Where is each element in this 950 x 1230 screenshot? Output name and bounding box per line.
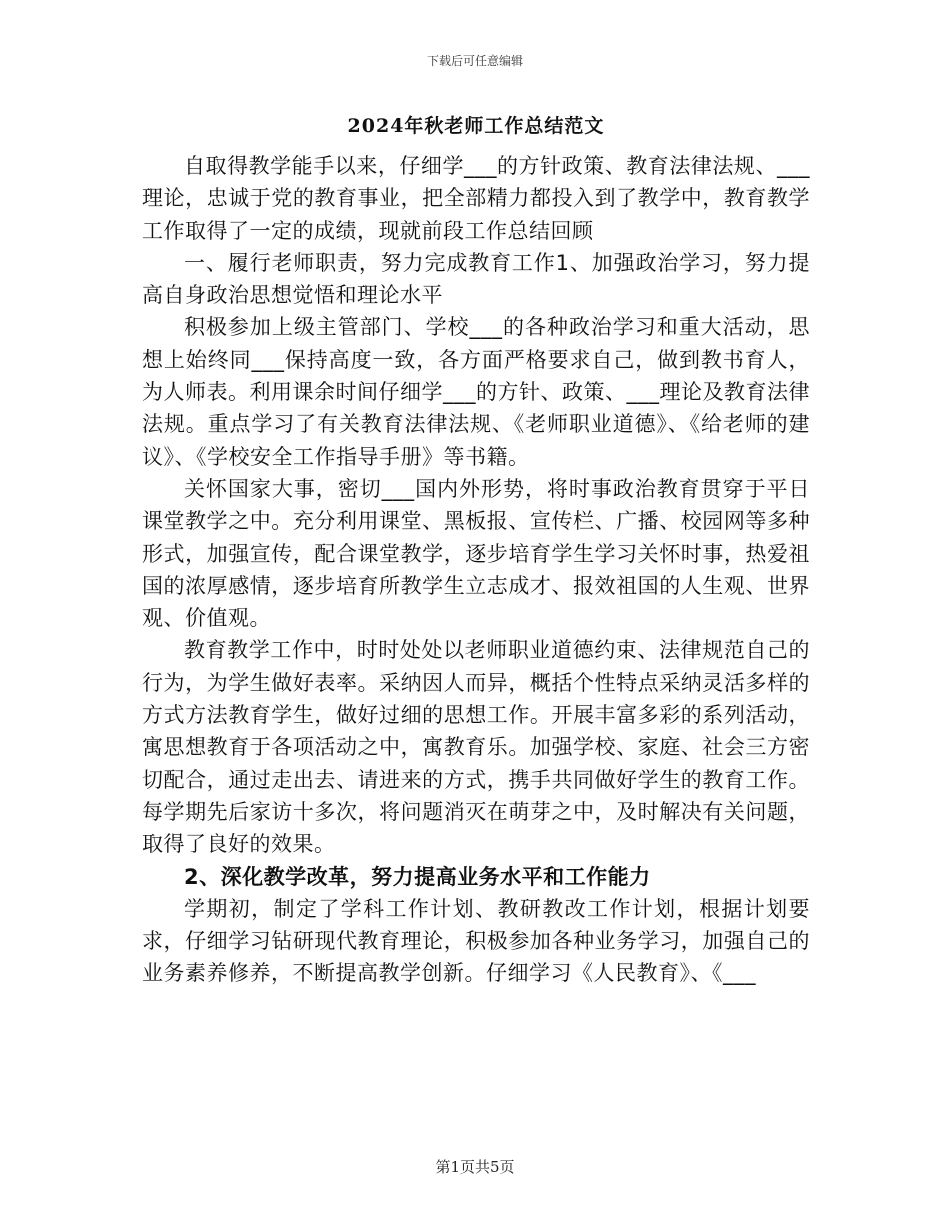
paragraph-teaching-work: 教育教学工作中，时时处处以老师职业道德约束、法律规范自己的行为，为学生做好表率。采纳因人而异，概括个性特点采纳灵活多样的方式方法教育学生，做好过细的思想工作。开展丰富多彩的系列活动，寓思想教育于各项活动之中，寓教育乐。加强学校、家庭、社会三方密切配合，通过走出去、请进来的方式，携手共同做好学生的教育工作。每学期先后家访十多次，将问题消灭在萌芽之中，及时解决有关问题，取得了良好的效果。 bbox=[142, 638, 810, 857]
page-indicator: 第1页共5页 bbox=[435, 1158, 515, 1176]
document-body bbox=[142, 108, 810, 990]
paragraph-intro: 自取得教学能手以来，仔细学___的方针政策、教育法律法规、___理论，忠诚于党的教育事业，把全部精力都投入到了教学中，教育教学工作取得了一定的成绩，现就前段工作总结回顾 bbox=[142, 154, 810, 243]
header-note: 下载后可任意编辑 bbox=[426, 54, 523, 68]
paragraph-section-one: 一、履行老师职责，努力完成教育工作1、加强政治学习，努力提高自身政治思想觉悟和理论水平 bbox=[142, 250, 810, 308]
paragraph-political-study: 积极参加上级主管部门、学校___的各种政治学习和重大活动，思想上始终同___保持高度一致，各方面严格要求自己，做到教书育人，为人师表。利用课余时间仔细学___的方针、政策、___理论及教育法律法规。重点学习了有关教育法律法规、《老师职业道德》、《给老师的建议》、《学校安全工作指导手册》等书籍。 bbox=[142, 315, 810, 469]
paragraph-semester-plan: 学期初，制定了学科工作计划、教研教改工作计划，根据计划要求，仔细学习钻研现代教育理论，积极参加各种业务学习，加强自己的业务素养修养，不断提高教学创新。仔细学习《人民教育》、《___ bbox=[142, 896, 810, 986]
document-title: 2024年秋老师工作总结范文 bbox=[347, 115, 605, 137]
section-subheading: 2、深化教学改革，努力提高业务水平和工作能力 bbox=[184, 864, 651, 889]
paragraph-current-affairs: 关怀国家大事，密切___国内外形势，将时事政治教育贯穿于平日课堂教学之中。充分利用课堂、黑板报、宣传栏、广播、校园网等多种形式，加强宣传，配合课堂教学，逐步培育学生学习关怀时事，热爱祖国的浓厚感情，逐步培育所教学生立志成才、报效祖国的人生观、世界观、价值观。 bbox=[142, 476, 810, 631]
